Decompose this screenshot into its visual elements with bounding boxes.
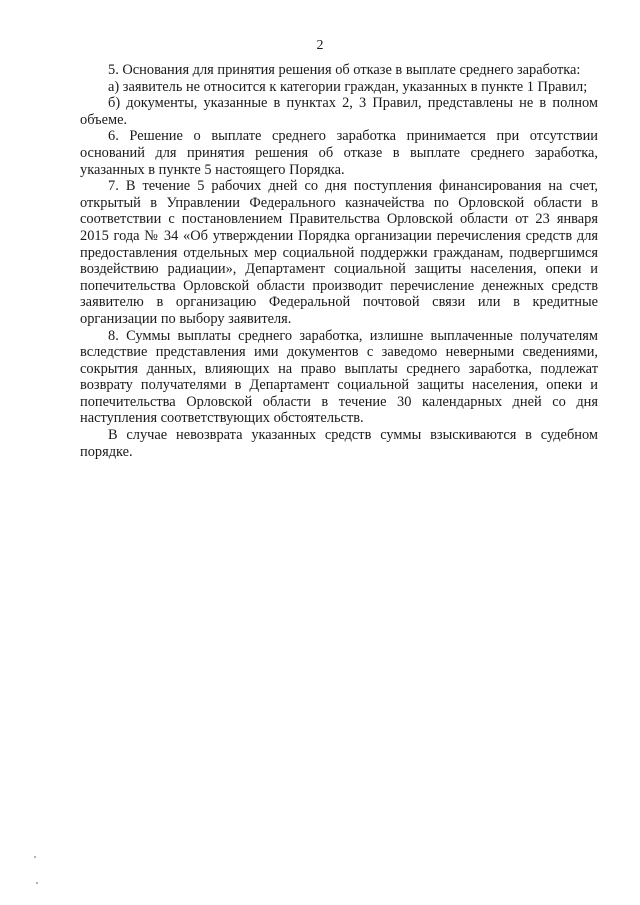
document-body xyxy=(80,62,598,460)
paragraph-final: В случае невозврата указанных средств суммы взыскиваются в судебном порядке. xyxy=(80,427,598,460)
paragraph-5: 5. Основания для принятия решения об отказе в выплате среднего заработка: xyxy=(108,62,581,78)
paragraph-6: 6. Решение о выплате среднего заработка принимается при отсутствии оснований для принятия решения об отказе в выплате среднего заработка, указанных в пункте 5 настоящего Порядка. xyxy=(80,128,598,178)
page-number: 2 xyxy=(316,38,324,53)
paragraph-8: 8. Суммы выплаты среднего заработка, излишне выплаченные получателям вследствие представления ими документов с заведомо неверными сведениями, сокрытия данных, влияющих на право выплаты среднего заработка, подлежат возврату получателями в Департамент социальной защиты населения, опеки и попечительства Орловской области в течение 30 календарных дней со дня наступления соответствующих обстоятельств. xyxy=(80,327,598,427)
paragraph-5b: б) документы, указанные в пунктах 2, 3 Правил, представлены не в полном объеме. xyxy=(80,95,598,128)
scan-speck xyxy=(36,882,38,884)
paragraph-7: 7. В течение 5 рабочих дней со дня поступления финансирования на счет, открытый в Управлении Федерального казначейства по Орловской области в соответствии с постановлением Правительства Орловской области от 23 января 2015 года № 34 «Об утверждении Порядка организации перечисления средств для предоставления отдельных мер социальной поддержки гражданам, подвергшимся воздействию радиации», Департамент социальной защиты населения, опеки и попечительства Орловской области производит перечисление денежных средств заявителю в организацию Федеральной почтовой связи или в кредитные организации по выбору заявителя. xyxy=(80,178,598,327)
paragraph-5a: а) заявитель не относится к категории граждан, указанных в пункте 1 Правил; xyxy=(108,78,588,95)
scan-speck xyxy=(34,856,36,858)
